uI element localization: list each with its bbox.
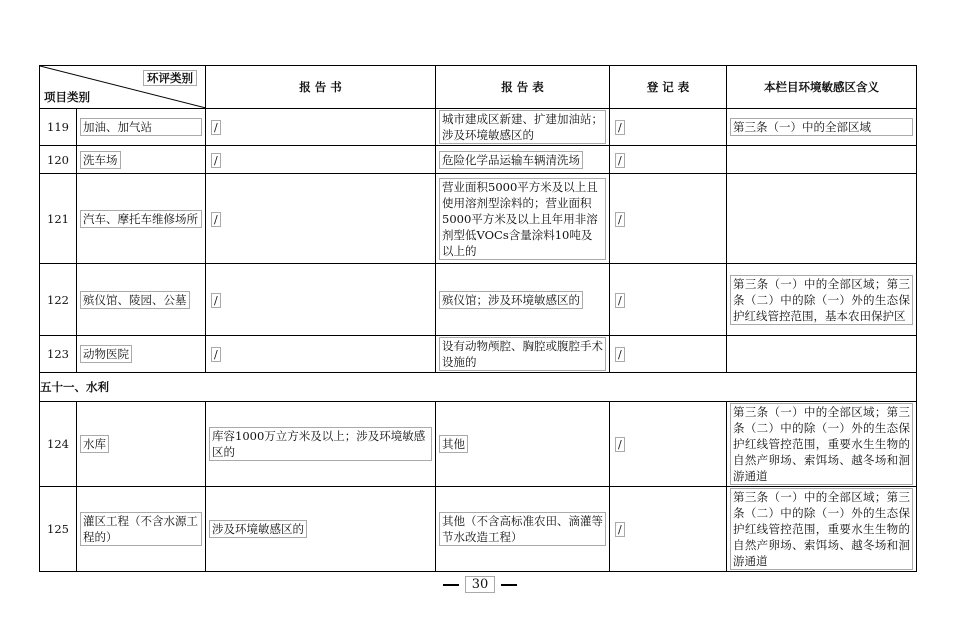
table-row bbox=[40, 336, 917, 373]
row-number: 120 bbox=[40, 146, 77, 174]
row-report-form: 营业面积5000平方米及以上且使用溶剂型涂料的；营业面积5000平方米及以上且年用非溶剂型低VOCs含量涂料10吨及以上的 bbox=[439, 178, 606, 260]
row-report-book: 库容1000万立方米及以上；涉及环境敏感区的 bbox=[209, 427, 432, 461]
row-project-name: 动物医院 bbox=[80, 345, 132, 363]
row-number: 121 bbox=[40, 174, 77, 264]
row-report-book: / bbox=[211, 347, 221, 362]
row-meaning-empty bbox=[727, 336, 917, 373]
section-row bbox=[40, 373, 917, 402]
row-number: 125 bbox=[40, 487, 77, 572]
row-report-form: 殡仪馆；涉及环境敏感区的 bbox=[439, 291, 583, 309]
row-project-name: 汽车、摩托车维修场所 bbox=[80, 210, 202, 228]
table-row bbox=[40, 174, 917, 264]
row-number: 123 bbox=[40, 336, 77, 373]
row-report-book: 涉及环境敏感区的 bbox=[209, 520, 307, 538]
header-category-label: 环评类别 bbox=[143, 70, 197, 86]
table-row bbox=[40, 402, 917, 487]
header-register-form: 登 记 表 bbox=[610, 66, 727, 109]
row-report-book: / bbox=[211, 153, 221, 168]
header-sensitive-meaning: 本栏目环境敏感区含义 bbox=[727, 66, 917, 109]
row-register: / bbox=[615, 120, 625, 135]
row-project-name: 加油、加气站 bbox=[80, 118, 202, 136]
row-report-book: / bbox=[211, 293, 221, 308]
row-meaning: 第三条（一）中的全部区域；第三条（二）中的除（一）外的生态保护红线管控范围，基本农田保护区 bbox=[730, 275, 913, 325]
page-footer bbox=[0, 576, 960, 593]
row-project-name: 洗车场 bbox=[80, 151, 121, 169]
header-report-form: 报 告 表 bbox=[436, 66, 610, 109]
footer-dash-right bbox=[501, 584, 517, 586]
row-meaning: 第三条（一）中的全部区域 bbox=[730, 118, 913, 136]
row-number: 124 bbox=[40, 402, 77, 487]
row-project-name: 殡仪馆、陵园、公墓 bbox=[80, 291, 190, 309]
row-report-form: 设有动物颅腔、胸腔或腹腔手术设施的 bbox=[439, 337, 606, 371]
row-report-book: / bbox=[211, 120, 221, 135]
header-project-label: 项目类别 bbox=[44, 90, 90, 104]
row-meaning-empty bbox=[727, 174, 917, 264]
row-project-name: 灌区工程（不含水源工程的） bbox=[80, 512, 202, 546]
diagonal-header-cell bbox=[40, 66, 206, 109]
header-report-book: 报 告 书 bbox=[206, 66, 436, 109]
footer-dash-left bbox=[443, 584, 459, 586]
row-register: / bbox=[615, 347, 625, 362]
row-meaning: 第三条（一）中的全部区域；第三条（二）中的除（一）外的生态保护红线管控范围，重要水生生物的自然产卵场、索饵场、越冬场和洄游通道 bbox=[730, 488, 913, 570]
row-report-form: 危险化学品运输车辆清洗场 bbox=[439, 151, 583, 169]
table-header bbox=[40, 66, 917, 109]
section-title: 五十一、水利 bbox=[40, 373, 917, 402]
page-number: 30 bbox=[465, 576, 496, 593]
row-meaning: 第三条（一）中的全部区域；第三条（二）中的除（一）外的生态保护红线管控范围，重要水生生物的自然产卵场、索饵场、越冬场和洄游通道 bbox=[730, 403, 913, 485]
row-number: 119 bbox=[40, 109, 77, 146]
row-meaning-empty bbox=[727, 146, 917, 174]
row-register: / bbox=[615, 522, 625, 537]
row-report-form: 其他（不含高标准农田、滴灌等节水改造工程） bbox=[439, 512, 606, 546]
row-report-form: 其他 bbox=[439, 435, 468, 453]
row-register: / bbox=[615, 437, 625, 452]
row-register: / bbox=[615, 293, 625, 308]
row-register: / bbox=[615, 212, 625, 227]
table-row bbox=[40, 146, 917, 174]
row-number: 122 bbox=[40, 264, 77, 336]
classification-table bbox=[39, 65, 917, 572]
row-report-book: / bbox=[211, 212, 221, 227]
row-register: / bbox=[615, 153, 625, 168]
table-row bbox=[40, 109, 917, 146]
table-row bbox=[40, 264, 917, 336]
table-row bbox=[40, 487, 917, 572]
row-report-form: 城市建成区新建、扩建加油站；涉及环境敏感区的 bbox=[439, 110, 606, 144]
row-project-name: 水库 bbox=[80, 435, 109, 453]
